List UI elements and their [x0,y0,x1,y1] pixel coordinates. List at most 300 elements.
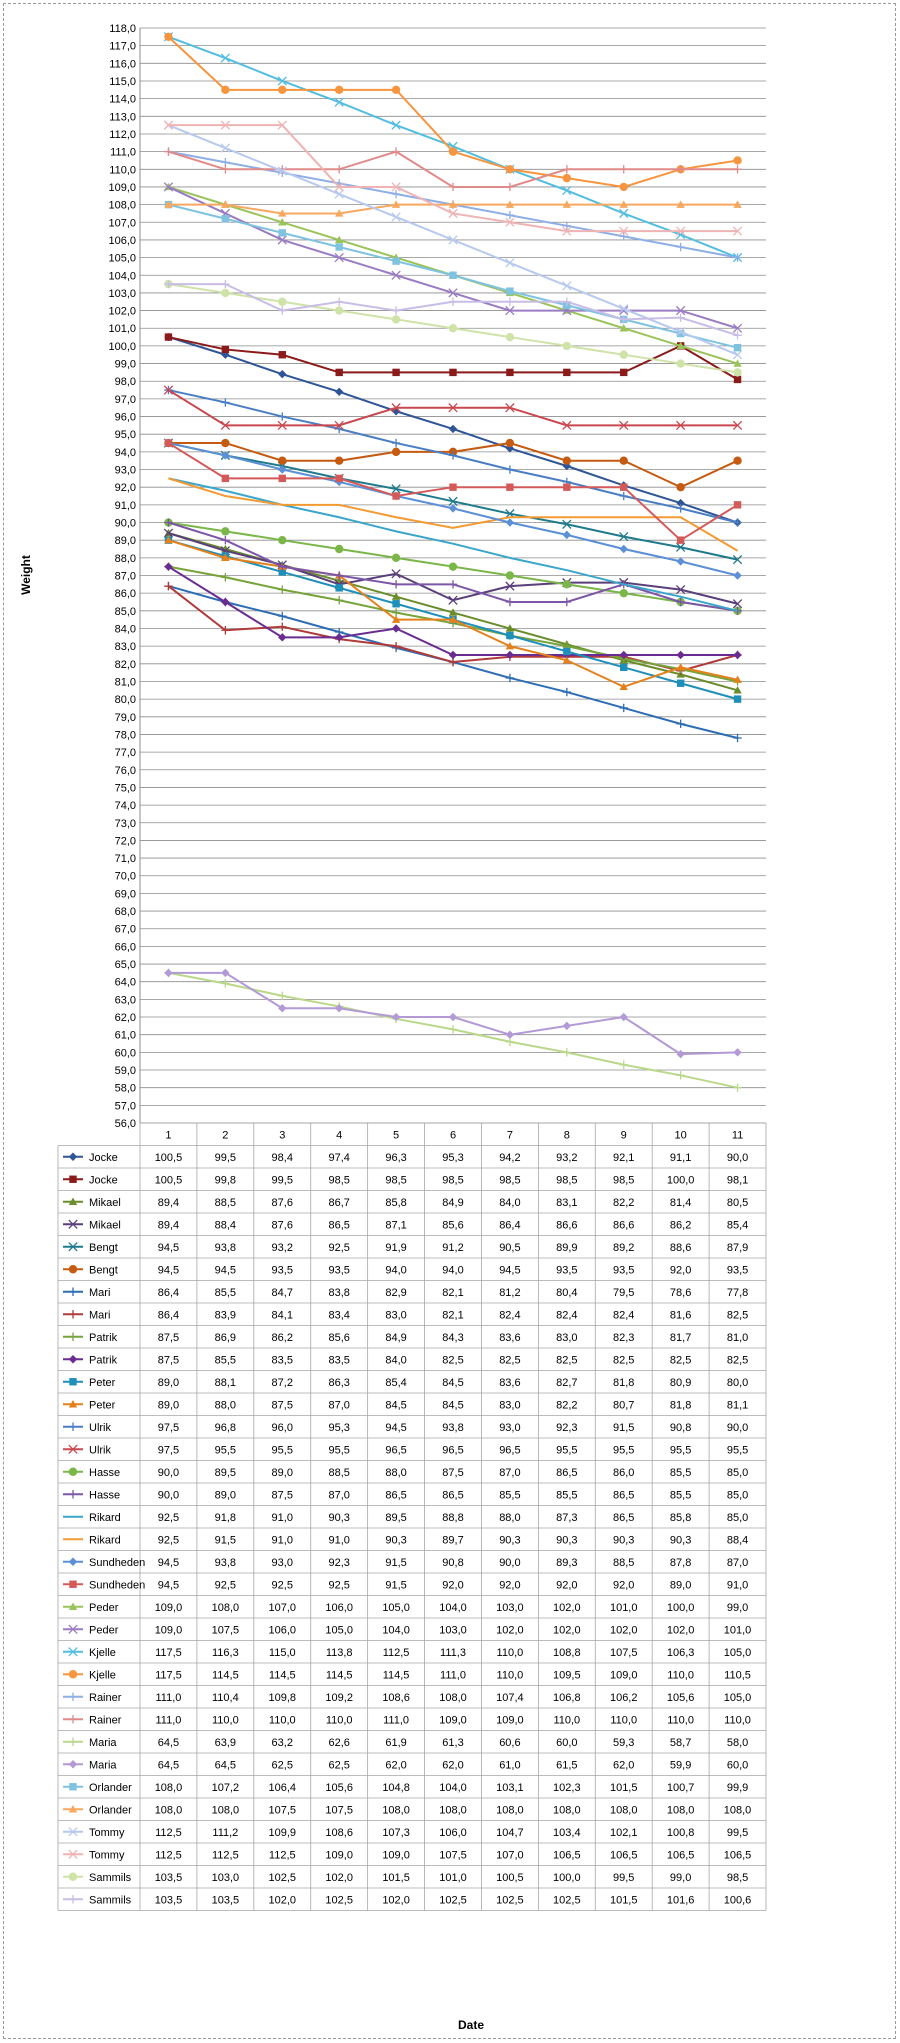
y-tick-label: 89,0 [114,535,136,548]
data-label: 110,0 [667,1669,694,1682]
data-point [392,190,400,198]
y-tick-label: 98,0 [114,376,136,389]
data-point [279,229,286,236]
data-label: 108,0 [439,1691,467,1704]
data-label: 102,0 [553,1601,581,1614]
data-label: 87,0 [328,1489,350,1502]
data-label: 84,7 [271,1286,293,1299]
data-label: 82,5 [499,1354,521,1367]
data-point [620,545,628,553]
data-label: 91,9 [385,1241,407,1254]
data-label: 85,5 [214,1286,237,1299]
data-label: 108,0 [154,1804,183,1817]
data-label: 96,3 [385,1151,407,1164]
data-label: 91,5 [385,1579,407,1592]
data-label: 83,6 [499,1376,521,1389]
data-point [222,475,229,482]
y-tick-label: 57,0 [114,1100,136,1113]
legend-label: Hasse [89,1466,121,1479]
data-point [676,359,684,367]
y-tick-label: 62,0 [114,1012,136,1025]
data-point [165,333,172,340]
data-point [449,298,457,306]
data-point [392,580,400,588]
data-label: 107,0 [268,1601,297,1614]
legend-label: Jocke [89,1174,118,1187]
data-label: 93,5 [613,1264,635,1277]
data-point [69,1176,76,1183]
y-tick-label: 96,0 [114,411,136,424]
data-label: 80,4 [556,1286,578,1299]
data-label: 106,0 [268,1624,297,1637]
y-tick-label: 90,0 [114,517,136,530]
data-label: 82,5 [613,1354,635,1367]
y-tick-label: 76,0 [114,764,136,777]
data-label: 110,0 [496,1646,524,1659]
data-point [506,674,514,682]
y-tick-label: 110,0 [109,164,136,177]
data-point [506,211,514,219]
data-point [221,439,229,447]
data-label: 98,5 [499,1174,521,1187]
data-point [563,282,571,290]
data-label: 86,3 [328,1376,350,1389]
data-label: 107,4 [496,1691,524,1704]
data-label: 114,5 [268,1669,296,1682]
data-label: 106,3 [666,1646,695,1659]
data-label: 91,0 [271,1511,293,1524]
data-label: 99,9 [726,1781,749,1794]
data-label: 86,7 [328,1196,350,1209]
data-point [563,483,570,490]
data-label: 94,5 [157,1264,180,1277]
y-tick-label: 78,0 [114,729,136,742]
legend-label: Sammils [89,1871,132,1884]
data-label: 111,0 [155,1714,182,1727]
data-label: 101,6 [666,1894,695,1907]
y-tick-label: 114,0 [109,93,136,106]
legend-label: Jocke [89,1151,118,1164]
data-point [620,369,627,376]
data-point [734,376,741,383]
data-label: 102,5 [439,1894,467,1907]
data-point [733,734,741,742]
data-label: 87,5 [442,1466,464,1479]
data-label: 92,0 [499,1579,521,1592]
data-point [733,457,741,465]
data-label: 87,0 [328,1399,350,1412]
data-label: 88,1 [214,1376,237,1389]
data-label: 90,5 [499,1241,521,1254]
data-label: 96,5 [499,1444,521,1457]
data-point [335,98,343,106]
data-point [392,121,400,129]
data-label: 81,1 [726,1399,749,1412]
data-label: 110,0 [610,1714,638,1727]
data-label: 58,7 [669,1736,692,1749]
legend-label: Rainer [89,1714,122,1727]
data-point [563,598,571,606]
legend-label: Orlander [89,1804,132,1817]
data-point [676,243,684,251]
data-label: 90,3 [328,1511,350,1524]
legend-label: Maria [89,1759,117,1772]
data-point [392,448,400,456]
data-label: 94,0 [442,1264,464,1277]
y-tick-label: 58,0 [114,1082,136,1095]
data-label: 105,0 [325,1624,353,1637]
x-tick-label: 2 [222,1129,229,1142]
data-label: 83,5 [271,1354,293,1367]
data-label: 99,5 [214,1151,237,1164]
data-label: 110,0 [667,1714,694,1727]
y-tick-label: 94,0 [114,446,136,459]
data-point [69,1581,76,1588]
data-point [392,600,399,607]
data-label: 109,0 [154,1601,183,1614]
data-label: 88,5 [328,1466,350,1479]
data-label: 86,0 [613,1466,635,1479]
data-label: 98,5 [328,1174,350,1187]
data-label: 88,4 [214,1219,237,1232]
data-label: 81,6 [669,1309,692,1322]
data-label: 86,6 [613,1219,635,1232]
data-label: 85,0 [726,1466,749,1479]
legend-label: Mari [89,1309,111,1322]
y-tick-label: 95,0 [114,429,136,442]
data-point [676,651,684,659]
data-label: 98,5 [613,1174,635,1187]
y-tick-label: 113,0 [109,111,136,124]
data-point [733,1048,741,1056]
data-point [449,651,457,659]
data-point [506,165,514,173]
y-tick-label: 91,0 [114,499,136,512]
data-point [449,369,456,376]
data-label: 102,0 [325,1871,353,1884]
data-point [506,439,514,447]
data-point [221,165,229,173]
data-label: 89,0 [271,1466,293,1479]
data-label: 113,8 [325,1646,353,1659]
data-label: 105,0 [723,1691,752,1704]
data-label: 60,0 [556,1736,578,1749]
data-label: 64,5 [157,1736,180,1749]
data-label: 64,5 [214,1759,237,1772]
data-point [392,369,399,376]
data-point [335,584,342,591]
data-point [563,342,571,350]
data-point [563,531,571,539]
y-tick-label: 92,0 [114,482,136,495]
data-label: 86,5 [613,1489,635,1502]
data-label: 106,8 [553,1691,581,1704]
data-label: 82,5 [442,1354,464,1367]
data-point [221,979,229,987]
data-label: 85,5 [214,1354,237,1367]
data-label: 83,4 [328,1309,350,1322]
series-line [164,386,741,430]
series-line [164,33,741,262]
data-label: 108,0 [553,1804,581,1817]
data-point [392,439,400,447]
series-path [168,37,737,187]
data-label: 92,5 [214,1579,237,1592]
data-point [506,183,514,191]
data-label: 62,6 [328,1736,350,1749]
data-point [278,536,286,544]
data-label: 82,7 [556,1376,578,1389]
data-label: 86,2 [271,1331,293,1344]
y-tick-label: 74,0 [114,800,136,813]
data-label: 60,0 [726,1759,749,1772]
data-point [620,183,628,191]
data-label: 95,5 [613,1444,635,1457]
data-label: 86,5 [328,1219,350,1232]
legend-label: Tommy [89,1826,125,1839]
data-point [620,457,628,465]
data-point [69,1715,77,1723]
data-label: 81,8 [669,1399,692,1412]
data-point [563,648,570,655]
data-point [392,315,400,323]
data-label: 84,3 [442,1331,464,1344]
legend-label: Mikael [89,1219,121,1232]
data-point [221,289,229,297]
data-point [620,305,628,313]
data-label: 80,5 [726,1196,749,1209]
data-label: 107,2 [211,1781,240,1794]
data-label: 88,4 [726,1534,749,1547]
data-label: 84,5 [442,1376,464,1389]
data-label: 107,3 [382,1826,410,1839]
data-label: 85,6 [328,1331,350,1344]
data-label: 104,0 [439,1781,467,1794]
data-label: 81,0 [726,1331,749,1344]
y-tick-label: 79,0 [114,711,136,724]
data-label: 102,0 [496,1624,524,1637]
data-point [734,695,741,702]
data-label: 83,1 [556,1196,578,1209]
data-point [221,398,229,406]
data-label: 82,1 [442,1309,464,1322]
data-point [733,368,741,376]
y-tick-label: 59,0 [114,1065,136,1078]
data-label: 106,5 [666,1849,695,1862]
y-tick-label: 67,0 [114,923,136,936]
data-label: 88,5 [214,1196,237,1209]
data-label: 109,2 [325,1691,353,1704]
series-line [164,969,741,1092]
data-point [506,598,514,606]
data-label: 61,3 [442,1736,464,1749]
data-label: 98,5 [385,1174,407,1187]
data-label: 86,5 [442,1489,464,1502]
data-label: 98,5 [556,1174,578,1187]
data-point [69,1355,77,1363]
data-label: 102,5 [325,1894,353,1907]
data-point [620,1061,628,1069]
data-label: 95,5 [271,1444,293,1457]
data-label: 87,8 [669,1556,692,1569]
data-label: 96,5 [442,1444,464,1457]
data-label: 91,8 [214,1511,237,1524]
data-point [335,475,342,482]
legend-label: Peter [89,1399,116,1412]
data-label: 92,5 [271,1579,293,1592]
data-label: 83,0 [556,1331,578,1344]
data-point [164,969,172,977]
data-label: 109,8 [268,1691,297,1704]
legend-label: Mari [89,1286,111,1299]
data-point [620,209,628,217]
data-label: 87,9 [726,1241,749,1254]
data-label: 82,2 [556,1399,578,1412]
data-point [69,1760,77,1768]
legend-label: Peter [89,1376,116,1389]
data-point [449,1025,457,1033]
data-label: 62,5 [328,1759,350,1772]
x-tick-label: 10 [674,1129,687,1142]
y-tick-label: 103,0 [108,287,136,300]
data-label: 59,3 [613,1736,635,1749]
data-point [506,483,513,490]
data-label: 92,5 [328,1241,350,1254]
data-label: 111,3 [440,1646,466,1659]
data-label: 83,5 [328,1354,350,1367]
data-label: 110,4 [212,1691,239,1704]
data-label: 97,4 [328,1151,350,1164]
data-label: 103,0 [496,1601,524,1614]
data-label: 58,0 [726,1736,749,1749]
legend-label: Peder [89,1624,119,1637]
data-label: 89,0 [157,1376,180,1389]
data-label: 62,0 [442,1759,464,1772]
data-point [279,351,286,358]
data-label: 82,4 [613,1309,635,1322]
data-label: 100,5 [496,1871,524,1884]
data-point [392,86,400,94]
data-label: 82,9 [385,1286,407,1299]
y-tick-label: 64,0 [114,976,136,989]
data-label: 87,5 [271,1399,293,1412]
data-point [676,720,684,728]
data-point [392,624,400,632]
data-point [69,1670,77,1678]
data-label: 103,0 [211,1871,240,1884]
data-point [676,663,684,670]
data-point [164,33,172,41]
legend-label: Rikard [89,1534,121,1547]
data-label: 96,0 [271,1421,293,1434]
data-label: 102,5 [268,1871,297,1884]
data-label: 95,3 [328,1421,350,1434]
data-label: 104,7 [496,1826,524,1839]
legend-label: Rikard [89,1511,121,1524]
data-label: 102,5 [496,1894,524,1907]
data-label: 99,0 [669,1871,692,1884]
data-point [506,571,514,579]
data-point [620,165,628,173]
data-label: 82,5 [726,1309,749,1322]
data-label: 90,3 [499,1534,521,1547]
data-label: 88,8 [442,1511,464,1524]
data-label: 93,0 [271,1556,293,1569]
data-label: 94,5 [385,1421,407,1434]
data-point [278,306,286,314]
y-tick-label: 93,0 [114,464,136,477]
data-label: 89,4 [157,1196,180,1209]
data-label: 86,4 [499,1219,521,1232]
data-point [392,554,400,562]
data-label: 108,0 [723,1804,752,1817]
data-label: 114,5 [325,1669,353,1682]
data-label: 100,8 [666,1826,695,1839]
x-tick-label: 8 [563,1129,570,1142]
data-point [506,333,514,341]
data-label: 107,5 [325,1804,353,1817]
data-label: 93,2 [556,1151,578,1164]
data-label: 95,5 [214,1444,237,1457]
data-label: 85,8 [385,1196,407,1209]
data-label: 94,5 [499,1264,521,1277]
data-point [335,86,343,94]
data-label: 96,8 [214,1421,237,1434]
data-label: 95,5 [556,1444,578,1457]
data-label: 109,0 [496,1714,524,1727]
data-point [676,1071,684,1079]
data-point [69,1693,77,1701]
data-point [278,86,286,94]
y-tick-label: 56,0 [114,1118,136,1130]
data-point [69,1873,77,1881]
data-label: 86,2 [669,1219,692,1232]
data-label: 95,5 [669,1444,692,1457]
data-label: 90,0 [157,1466,180,1479]
data-label: 90,3 [669,1534,692,1547]
data-label: 103,4 [553,1826,581,1839]
data-label: 87,5 [271,1489,293,1502]
y-tick-label: 111,0 [110,146,136,159]
data-point [620,483,627,490]
y-axis-tick-labels [108,23,136,1130]
data-label: 108,0 [211,1804,240,1817]
legend-label: Patrik [89,1354,118,1367]
data-label: 89,0 [669,1579,692,1592]
data-point [392,306,400,314]
data-point [620,492,628,500]
data-label: 108,0 [666,1804,695,1817]
data-point [620,351,628,359]
data-label: 80,0 [726,1376,749,1389]
y-tick-label: 102,0 [108,305,136,318]
y-tick-label: 109,0 [108,181,136,194]
data-label: 103,5 [154,1894,183,1907]
data-point [676,313,684,321]
legend-label: Ulrik [89,1444,111,1457]
data-label: 88,0 [499,1511,521,1524]
y-tick-label: 68,0 [114,906,136,919]
y-tick-label: 118,0 [109,23,136,35]
data-label: 108,0 [439,1804,467,1817]
data-label: 81,8 [613,1376,635,1389]
y-tick-label: 80,0 [114,694,136,707]
series-path [168,478,737,610]
data-label: 81,7 [669,1331,692,1344]
y-tick-label: 116,0 [109,58,136,71]
legend-label: Kjelle [89,1646,116,1659]
data-label: 106,5 [553,1849,581,1862]
